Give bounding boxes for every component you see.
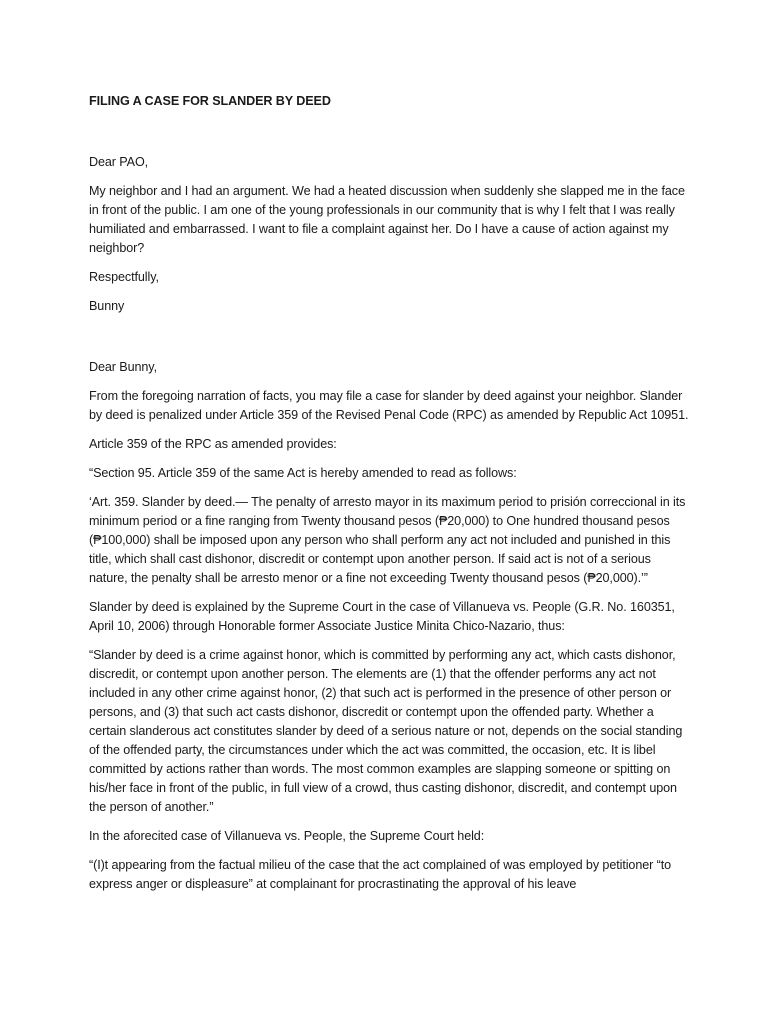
letter-body: My neighbor and I had an argument. We had a heated discussion when suddenly she slapped me in the face in front of the public. I am one of the young professionals in our community that is why I felt that I was really humiliated and embarrassed. I want to file a complaint against her. Do I have a cause of action against my neighbor? <box>89 184 685 255</box>
reply-paragraph: “Section 95. Article 359 of the same Act is hereby amended to read as follows: <box>89 466 517 480</box>
reply-paragraph: Article 359 of the RPC as amended provides: <box>89 437 337 451</box>
letter-salutation: Dear PAO, <box>89 155 149 169</box>
reply-paragraph: In the aforecited case of Villanueva vs. People, the Supreme Court held: <box>89 829 485 843</box>
reply-paragraph: Slander by deed is explained by the Supreme Court in the case of Villanueva vs. People (G.R. No. 160351, April 10, 2006) through Honorable former Associate Justice Minita Chico-Nazario, thus: <box>89 600 675 633</box>
letter-closing: Respectfully, <box>89 270 159 284</box>
reply-paragraph: “Slander by deed is a crime against honor, which is committed by performing any act, which casts dishonor, discredit, or contempt upon another person. The elements are (1) that the offender performs any act not included in any other crime against honor, (2) that such act is performed in the presence of other person or persons, and (3) that such act casts dishonor, discredit or contempt upon the offended party. Whether a certain slanderous act constitutes slander by deed of a serious nature or not, depends on the social standing of the offended party, the circumstances under which the act was committed, the occasion, etc. It is libel committed by actions rather than words. The most common examples are slapping someone or spitting on his/her face in front of the public, in full view of a crowd, thus casting dishonor, discredit, and contempt upon the person of another.” <box>89 648 683 814</box>
letter-signature: Bunny <box>89 299 125 313</box>
document-body <box>89 92 689 904</box>
reply-paragraph: ‘Art. 359. Slander by deed.— The penalty of arresto mayor in its maximum period to prisión correccional in its minimum period or a fine ranging from Twenty thousand pesos (₱20,000) to One hundred thousand pesos (₱100,000) shall be imposed upon any person who shall perform any act not included and punished in this title, which shall cast dishonor, discredit or contempt upon another person. If said act is not of a serious nature, the penalty shall be arresto menor or a fine not exceeding Twenty thousand pesos (₱20,000).’” <box>89 495 686 585</box>
reply-paragraph: From the foregoing narration of facts, you may file a case for slander by deed against your neighbor. Slander by deed is penalized under Article 359 of the Revised Penal Code (RPC) as amended by Republic Act 10951. <box>89 389 689 422</box>
document-title: FILING A CASE FOR SLANDER BY DEED <box>89 94 331 108</box>
reply-salutation: Dear Bunny, <box>89 360 157 374</box>
reply-paragraph: “(I)t appearing from the factual milieu of the case that the act complained of was employed by petitioner “to express anger or displeasure” at complainant for procrastinating the approval of his leave <box>89 858 672 891</box>
